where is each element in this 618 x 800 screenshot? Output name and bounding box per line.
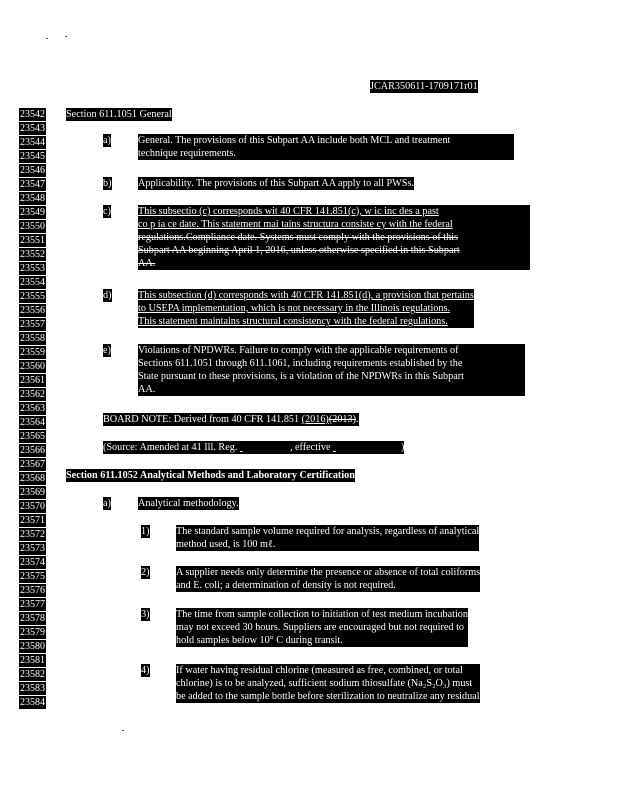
item-label-2: 2) <box>141 567 150 578</box>
text-line: technique requirements. <box>138 148 236 159</box>
line-number: 23546 <box>20 165 45 176</box>
line-number: 23579 <box>20 627 45 638</box>
line-number: 23584 <box>20 697 45 708</box>
paragraph-violations <box>138 344 525 396</box>
paragraph-applicability <box>138 177 414 190</box>
board-note-text: BOARD NOTE: Derived from 40 CFR 141.851 <box>103 414 302 425</box>
text-line: chlorine) is to be analyzed, sufficient sodium thiosulfate (Na₂S₂O₃) must <box>176 678 473 689</box>
line-number: 23563 <box>20 403 45 414</box>
line-number: 23558 <box>20 333 45 344</box>
line-number: 23583 <box>20 683 45 694</box>
text-line: This statement maintains structural consistency with the federal regulations. <box>138 316 448 327</box>
line-number: 23547 <box>20 179 45 190</box>
text-line: Applicability. The provisions of this Subpart AA apply to all PWSs. <box>138 178 414 189</box>
text-line: A supplier needs only determine the presence or absence of total coliforms <box>176 567 481 578</box>
item-label-b: b) <box>103 178 112 189</box>
item-label-1: 1) <box>141 526 150 537</box>
text-line: Violations of NPDWRs. Failure to comply with the applicable requirements of <box>138 345 459 356</box>
text-line: to USEPA implementation, which is not necessary in the Illinois regulations. <box>138 303 451 314</box>
line-number: 23567 <box>20 459 45 470</box>
line-number: 23575 <box>20 571 45 582</box>
line-number: 23542 <box>20 109 45 120</box>
line-number: 23565 <box>20 431 45 442</box>
line-number: 23555 <box>20 291 45 302</box>
line-number: 23570 <box>20 501 45 512</box>
section-heading-1051: Section 611.1051 General <box>66 109 172 120</box>
text-line: and E. coli; a determination of density is not required. <box>176 580 396 591</box>
line-number: 23551 <box>20 235 45 246</box>
line-number: 23550 <box>20 221 45 232</box>
line-number: 23566 <box>20 445 45 456</box>
item-label-d: d) <box>103 290 112 301</box>
line-number: 23544 <box>20 137 45 148</box>
paragraph-general <box>138 134 514 160</box>
paragraph-coliform-presence <box>176 566 480 592</box>
paragraph-subsection-c <box>138 205 530 270</box>
line-number: 23576 <box>20 585 45 596</box>
text-line: method used, is 100 mℓ. <box>176 539 276 550</box>
line-number: 23564 <box>20 417 45 428</box>
text-line: Sections 611.1051 through 611.1061, including requirements established by the <box>138 358 463 369</box>
text-line: may not exceed 30 hours. Suppliers are encouraged but not required to <box>176 622 464 633</box>
line-number: 23577 <box>20 599 45 610</box>
text-line: State pursuant to these provisions, is a violation of the NPDWRs in this Subpart <box>138 371 464 382</box>
item-label-4: 4) <box>141 665 150 676</box>
board-note <box>103 413 359 426</box>
line-number: 23562 <box>20 389 45 400</box>
item-label-e: e) <box>103 345 111 356</box>
line-number: 23549 <box>20 207 45 218</box>
line-number: 23572 <box>20 529 45 540</box>
scan-speck <box>65 36 67 37</box>
scan-speck <box>46 38 48 39</box>
text-line: If water having residual chlorine (measured as free, combined, or total <box>176 665 463 676</box>
line-number: 23569 <box>20 487 45 498</box>
board-note-end: . <box>356 414 359 425</box>
line-number: 23553 <box>20 263 45 274</box>
text-line: The time from sample collection to initiation of test medium incubation <box>176 609 468 620</box>
text-line: hold samples below 10° C during transit. <box>176 635 343 646</box>
item-label-a: a) <box>103 135 111 146</box>
text-line: This subsectio (c) corresponds wit 40 CFR 141.851(c), w ic inc des a past <box>138 206 439 217</box>
line-number: 23561 <box>20 375 45 386</box>
line-number: 23574 <box>20 557 45 568</box>
line-number: 23552 <box>20 249 45 260</box>
text-line: This subsection (d) corresponds with 40 CFR 141.851(d), a provision that pertains <box>138 290 474 301</box>
analytical-methodology: Analytical methodology. <box>138 498 239 509</box>
text-line: AA. <box>138 384 156 395</box>
text-line: be added to the sample bottle before sterilization to neutralize any residual <box>176 691 480 702</box>
line-number: 23580 <box>20 641 45 652</box>
line-number: 23548 <box>20 193 45 204</box>
paragraph-collection-time <box>176 608 468 647</box>
source-note <box>103 441 404 454</box>
paragraph-subsection-d <box>138 289 474 328</box>
text-line: General. The provisions of this Subpart AA include both MCL and treatment <box>138 135 451 146</box>
item-label-a: a) <box>103 498 111 509</box>
source-blank-date <box>333 441 401 454</box>
line-number: 23557 <box>20 319 45 330</box>
line-number: 23545 <box>20 151 45 162</box>
line-number: 23560 <box>20 361 45 372</box>
line-number: 23582 <box>20 669 45 680</box>
source-end: ) <box>401 442 405 453</box>
line-number: 23578 <box>20 613 45 624</box>
paragraph-sample-volume <box>176 525 479 551</box>
line-number: 23568 <box>20 473 45 484</box>
line-number: 23573 <box>20 543 45 554</box>
line-number: 23543 <box>20 123 45 134</box>
document-id: JCAR350611-1709171r01 <box>370 81 478 92</box>
section-heading-1052: Section 611.1052 Analytical Methods and Laboratory Certification <box>66 470 355 481</box>
text-line: co p ia ce date. This statement mai tains structura consiste cy with the federal <box>138 219 453 230</box>
paragraph-residual-chlorine <box>176 664 480 703</box>
item-label-3: 3) <box>141 609 150 620</box>
scan-speck <box>122 730 124 731</box>
line-number: 23571 <box>20 515 45 526</box>
line-number: 23581 <box>20 655 45 666</box>
board-note-new-year: (2016) <box>301 414 329 425</box>
text-line: AA. <box>138 258 156 269</box>
text-line: Subpart AA beginning April 1, 2016, unless otherwise specified in this Subpart <box>138 245 460 256</box>
source-effective-text: , effective <box>289 442 334 453</box>
line-number: 23559 <box>20 347 45 358</box>
board-note-old-year: (2013) <box>328 414 356 425</box>
source-blank-reg <box>240 441 290 454</box>
line-number: 23556 <box>20 305 45 316</box>
item-label-c: c) <box>103 206 111 217</box>
line-number: 23554 <box>20 277 45 288</box>
source-text: (Source: Amended at 41 Ill. Reg. <box>103 442 240 453</box>
text-line: The standard sample volume required for analysis, regardless of analytical <box>176 526 480 537</box>
text-line: regulations.Compliance date. Systems must comply with the provisions of this <box>138 232 459 243</box>
